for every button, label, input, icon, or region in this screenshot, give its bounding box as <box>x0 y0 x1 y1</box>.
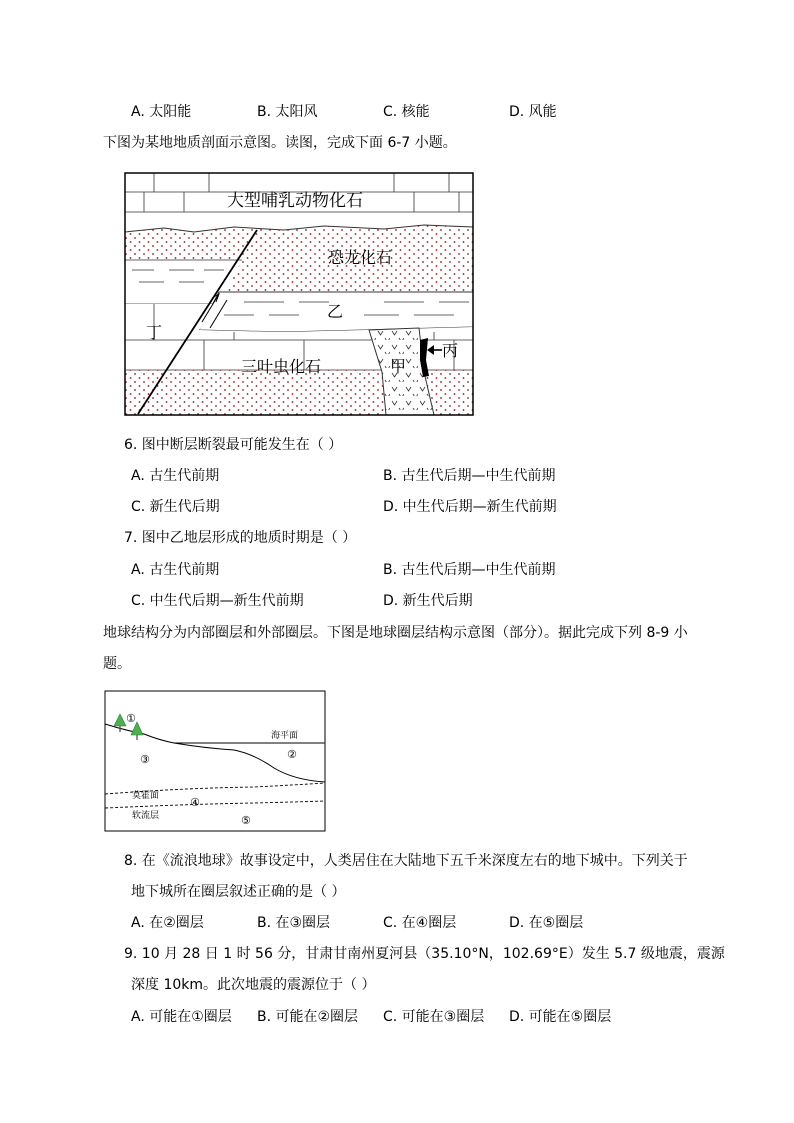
q6-option-b: B. 古生代后期—中生代前期 <box>383 468 556 484</box>
label-sphere-3: ③ <box>140 753 150 766</box>
q9-stem-line1: 9. 10 月 28 日 1 时 56 分，甘肃甘南州夏河县（35.10°N，102.69°E）发生 5.7 级地震，震源 <box>124 946 725 962</box>
q9-option-c: C. 可能在③圈层 <box>383 1009 485 1025</box>
label-sea-level: 海平面 <box>271 731 299 741</box>
label-sphere-2: ② <box>287 748 297 761</box>
label-dinosaur-fossil: 恐龙化石 <box>328 248 393 267</box>
q5-option-d: D. 风能 <box>509 104 557 120</box>
q9-option-d: D. 可能在⑤圈层 <box>509 1009 612 1025</box>
q6-stem: 6. 图中断层断裂最可能发生在（ ） <box>124 437 343 453</box>
geologic-section-figure <box>124 172 474 416</box>
intro-8-9-line1: 地球结构分为内部圈层和外部圈层。下图是地球圈层结构示意图（部分）。据此完成下列 8-9 小 <box>103 625 688 641</box>
intro-6-7: 下图为某地地质剖面示意图。读图，完成下面 6-7 小题。 <box>103 135 457 151</box>
label-asthenosphere: 软流层 <box>132 811 160 821</box>
label-ding: 丁 <box>146 323 163 342</box>
q9-option-b: B. 可能在②圈层 <box>257 1009 359 1025</box>
q7-option-c: C. 中生代后期—新生代前期 <box>131 593 304 609</box>
q6-option-c: C. 新生代后期 <box>131 499 220 515</box>
q7-stem: 7. 图中乙地层形成的地质时期是（ ） <box>124 530 357 546</box>
label-sphere-1: ① <box>126 712 136 725</box>
q6-option-a: A. 古生代前期 <box>131 468 220 484</box>
label-sphere-4: ④ <box>190 796 200 809</box>
q5-option-a: A. 太阳能 <box>131 104 192 120</box>
label-bing: 丙 <box>442 341 459 360</box>
label-moho: 莫霍面 <box>132 791 160 801</box>
q8-option-c: C. 在④圈层 <box>383 915 457 931</box>
label-jia: 甲 <box>390 357 407 376</box>
q5-option-c: C. 核能 <box>383 104 430 120</box>
label-layer-yi: 乙 <box>327 302 344 321</box>
earth-spheres-figure <box>104 690 326 832</box>
q7-option-b: B. 古生代后期—中生代前期 <box>383 562 556 578</box>
label-sphere-5: ⑤ <box>241 814 251 827</box>
q7-option-a: A. 古生代前期 <box>131 562 220 578</box>
label-trilobite-fossil: 三叶虫化石 <box>241 357 322 376</box>
q8-option-a: A. 在②圈层 <box>131 915 204 931</box>
intro-8-9-line2: 题。 <box>103 656 131 672</box>
q8-option-b: B. 在③圈层 <box>257 915 331 931</box>
q5-option-b: B. 太阳风 <box>257 104 318 120</box>
q6-option-d: D. 中生代后期—新生代前期 <box>383 499 557 515</box>
q8-stem-line1: 8. 在《流浪地球》故事设定中，人类居住在大陆地下五千米深度左右的地下城中。下列关于 <box>124 853 688 869</box>
q9-stem-line2: 深度 10km。此次地震的震源位于（ ） <box>131 977 376 993</box>
q8-stem-line2: 地下城所在圈层叙述正确的是（ ） <box>131 884 346 900</box>
q8-option-d: D. 在⑤圈层 <box>509 915 584 931</box>
q7-option-d: D. 新生代后期 <box>383 593 473 609</box>
label-mammal-fossil: 大型哺乳动物化石 <box>227 191 363 211</box>
q9-option-a: A. 可能在①圈层 <box>131 1009 232 1025</box>
